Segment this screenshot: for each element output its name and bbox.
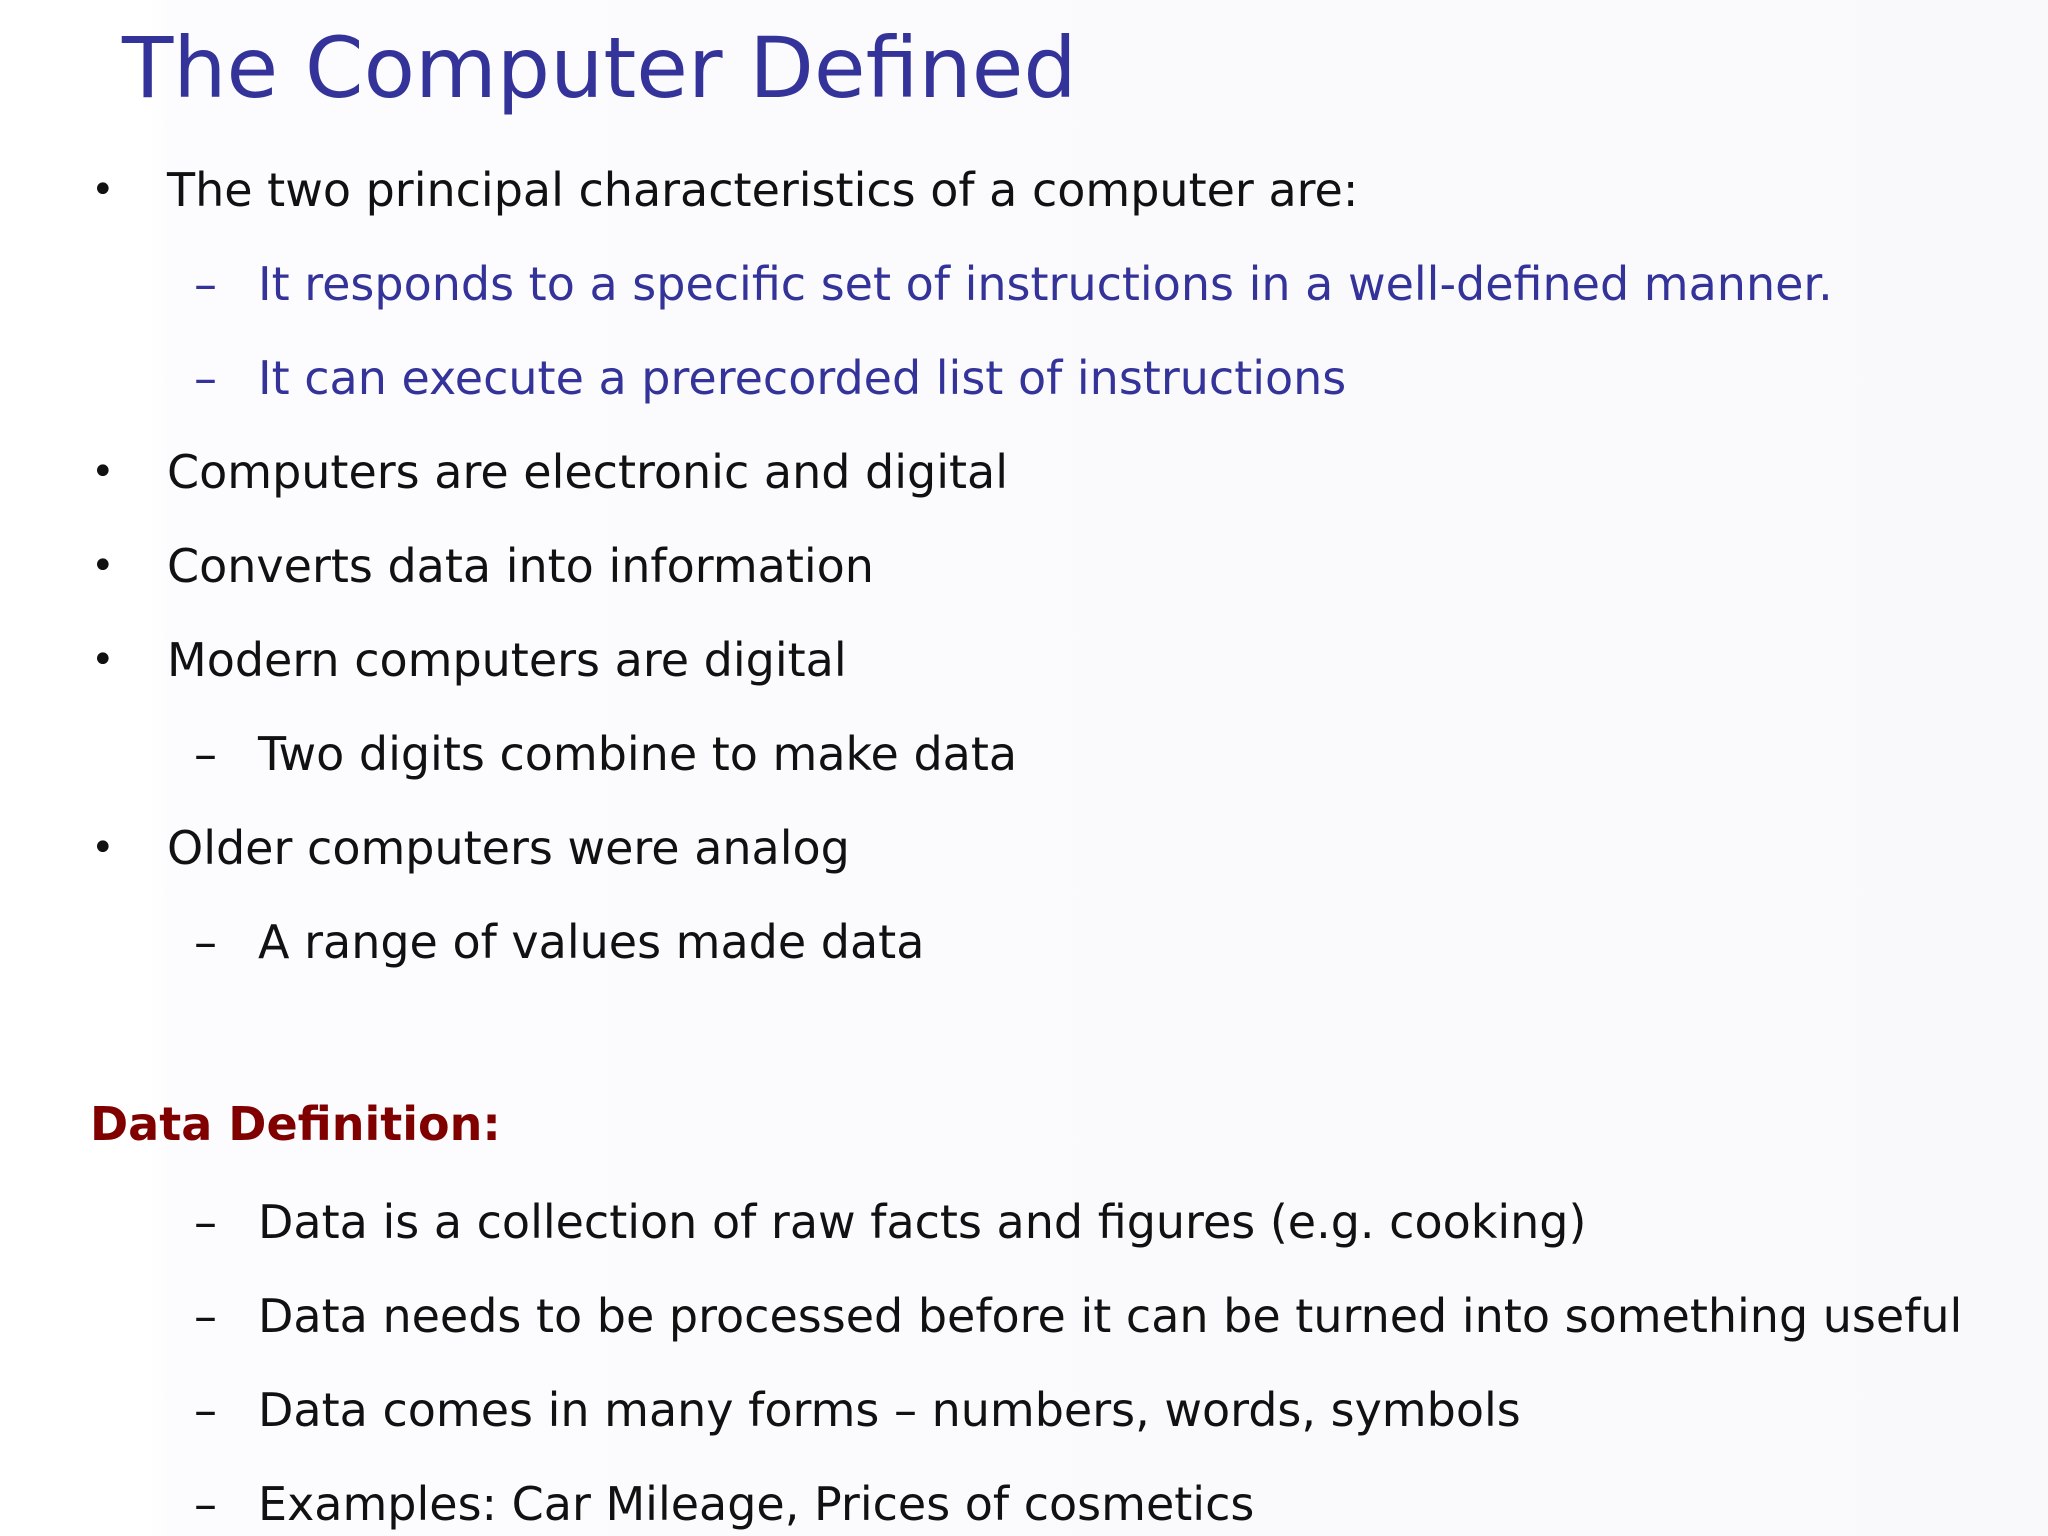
sub-bullet-item <box>194 256 1833 312</box>
definition-item <box>194 1476 1255 1532</box>
dash-marker: – <box>194 1477 217 1531</box>
sub-bullet-item <box>194 726 1018 782</box>
bullet-marker: • <box>91 825 115 871</box>
dash-marker: – <box>194 727 217 781</box>
bullet-item <box>91 632 847 688</box>
bullet-item <box>91 162 1359 218</box>
definition-text: Data is a collection of raw facts and figures (e.g. cooking) <box>258 1195 1587 1249</box>
bullet-text: Computers are electronic and digital <box>167 445 1009 499</box>
sub-bullet-text: It responds to a specific set of instructions in a well-defined manner. <box>258 257 1833 311</box>
definition-text: Examples: Car Mileage, Prices of cosmetics <box>258 1477 1255 1531</box>
dash-marker: – <box>194 351 217 405</box>
definition-text: Data comes in many forms – numbers, words, symbols <box>258 1383 1521 1437</box>
bullet-marker: • <box>91 543 115 589</box>
definition-item <box>194 1382 1521 1438</box>
dash-marker: – <box>194 257 217 311</box>
sub-bullet-item <box>194 914 925 970</box>
bullet-marker: • <box>91 637 115 683</box>
dash-marker: – <box>194 915 217 969</box>
bullet-item <box>91 538 874 594</box>
slide-title: The Computer Defined <box>122 19 1077 117</box>
definition-item <box>194 1194 1587 1250</box>
bullet-marker: • <box>91 449 115 495</box>
sub-bullet-text: A range of values made data <box>258 915 925 969</box>
definition-item <box>194 1288 1963 1344</box>
dash-marker: – <box>194 1383 217 1437</box>
bullet-item <box>91 820 850 876</box>
bullet-text: Modern computers are digital <box>167 633 847 687</box>
bullet-marker: • <box>91 167 115 213</box>
bullet-item <box>91 444 1009 500</box>
bullet-text: The two principal characteristics of a computer are: <box>167 163 1359 217</box>
data-definition-heading: Data Definition: <box>90 1097 501 1151</box>
definition-text: Data needs to be processed before it can be turned into something useful <box>258 1289 1963 1343</box>
bullet-text: Converts data into information <box>167 539 874 593</box>
bullet-text: Older computers were analog <box>167 821 850 875</box>
dash-marker: – <box>194 1289 217 1343</box>
sub-bullet-item <box>194 350 1347 406</box>
dash-marker: – <box>194 1195 217 1249</box>
sub-bullet-text: Two digits combine to make data <box>258 727 1018 781</box>
sub-bullet-text: It can execute a prerecorded list of instructions <box>258 351 1347 405</box>
